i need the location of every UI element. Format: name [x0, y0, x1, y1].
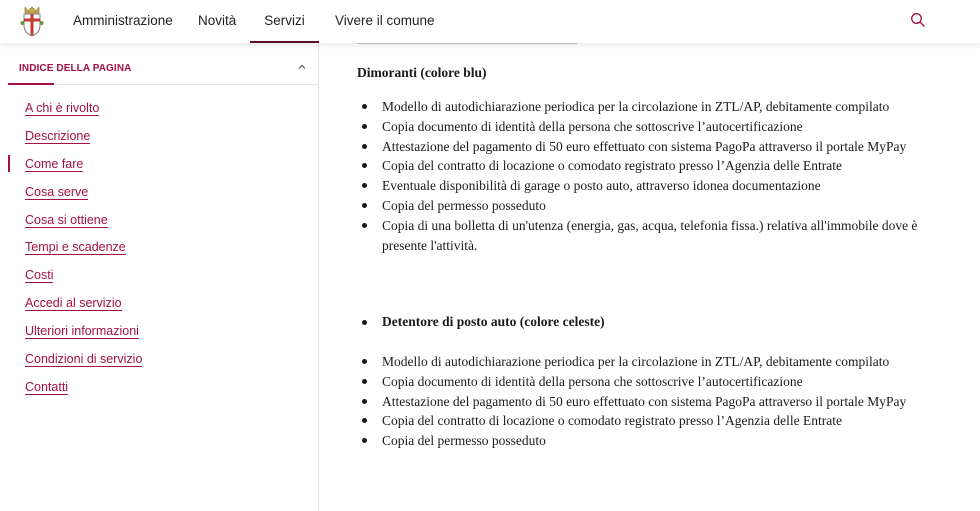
- active-item-marker: [8, 155, 10, 172]
- page-index-item: [0, 95, 319, 123]
- top-navigation-bar: [0, 0, 980, 43]
- list-item: Attestazione del pagamento di 50 euro effettuato con sistema PagoPa attraverso il portale MyPay: [382, 392, 922, 412]
- toc-link-contatti[interactable]: Contatti: [25, 379, 69, 394]
- toc-link-cosa-serve[interactable]: Cosa serve: [25, 184, 89, 199]
- nav-novita[interactable]: Novità: [198, 13, 237, 28]
- requirements-list-detentore-posto-auto: [382, 352, 922, 451]
- list-item: Copia documento di identità della persona che sottoscrive l’autocertificazione: [382, 117, 922, 137]
- page-index-progress-bar: [8, 83, 54, 85]
- page-index-item: [0, 374, 319, 402]
- list-item: Copia di una bolletta di un'utenza (energia, gas, acqua, telefonia fissa.) relativa all'immobile dove è presente l'attività.: [382, 216, 922, 256]
- toc-link-come-fare[interactable]: Come fare: [25, 156, 84, 171]
- page-index-item: [0, 346, 319, 374]
- list-item: Modello di autodichiarazione periodica per la circolazione in ZTL/AP, debitamente compilato: [382, 352, 922, 372]
- toc-link-costi[interactable]: Costi: [25, 268, 54, 283]
- list-item: Copia del permesso posseduto: [382, 196, 922, 216]
- page-index-item: [0, 151, 319, 179]
- nav-servizi[interactable]: Servizi: [250, 0, 319, 43]
- requirements-list-dimoranti: [382, 97, 922, 255]
- toc-link-a-chi-e-rivolto[interactable]: A chi è rivolto: [25, 101, 100, 115]
- nav-vivere-il-comune[interactable]: Vivere il comune: [335, 13, 435, 28]
- page-index-title: INDICE DELLA PAGINA: [19, 63, 132, 74]
- list-item: Eventuale disponibilità di garage o posto auto, attraverso idonea documentazione: [382, 176, 922, 196]
- toc-link-cosa-si-ottiene[interactable]: Cosa si ottiene: [25, 212, 108, 227]
- toc-link-descrizione[interactable]: Descrizione: [25, 128, 91, 143]
- toc-link-tempi-e-scadenze[interactable]: Tempi e scadenze: [25, 240, 126, 255]
- page-index-item: [0, 123, 319, 151]
- page-index-item: [0, 290, 319, 318]
- page-index-sidebar: [0, 43, 319, 511]
- section-title-detentore-posto-auto: Detentore di posto auto (colore celeste): [382, 314, 605, 329]
- search-icon[interactable]: [910, 12, 926, 28]
- toc-link-ulteriori-informazioni[interactable]: Ulteriori informazioni: [25, 324, 139, 339]
- list-item: Copia del contratto di locazione o comodato registrato presso l’Agenzia delle Entrate: [382, 156, 922, 176]
- list-item: Modello di autodichiarazione periodica per la circolazione in ZTL/AP, debitamente compilato: [382, 97, 922, 117]
- city-crest-icon[interactable]: [20, 5, 44, 37]
- page-index-item: [0, 179, 319, 207]
- page-index-header[interactable]: [8, 55, 319, 85]
- nav-amministrazione[interactable]: Amministrazione: [73, 13, 173, 28]
- chevron-up-icon[interactable]: [297, 63, 307, 71]
- page-index-item: [0, 234, 319, 262]
- toc-link-condizioni-di-servizio[interactable]: Condizioni di servizio: [25, 352, 143, 367]
- list-item: Copia documento di identità della persona che sottoscrive l’autocertificazione: [382, 372, 922, 392]
- list-item: Attestazione del pagamento di 50 euro effettuato con sistema PagoPa attraverso il portale MyPay: [382, 137, 922, 157]
- page-index-item: [0, 207, 319, 235]
- page-index-item: [0, 262, 319, 290]
- page-index-item: [0, 318, 319, 346]
- list-item: Copia del permesso posseduto: [382, 431, 922, 451]
- toc-link-accedi-al-servizio[interactable]: Accedi al servizio: [25, 296, 122, 311]
- page-index-list: [0, 95, 319, 402]
- section-title-dimoranti: Dimoranti (colore blu): [357, 65, 487, 80]
- list-item: Copia del contratto di locazione o comodato registrato presso l’Agenzia delle Entrate: [382, 411, 922, 431]
